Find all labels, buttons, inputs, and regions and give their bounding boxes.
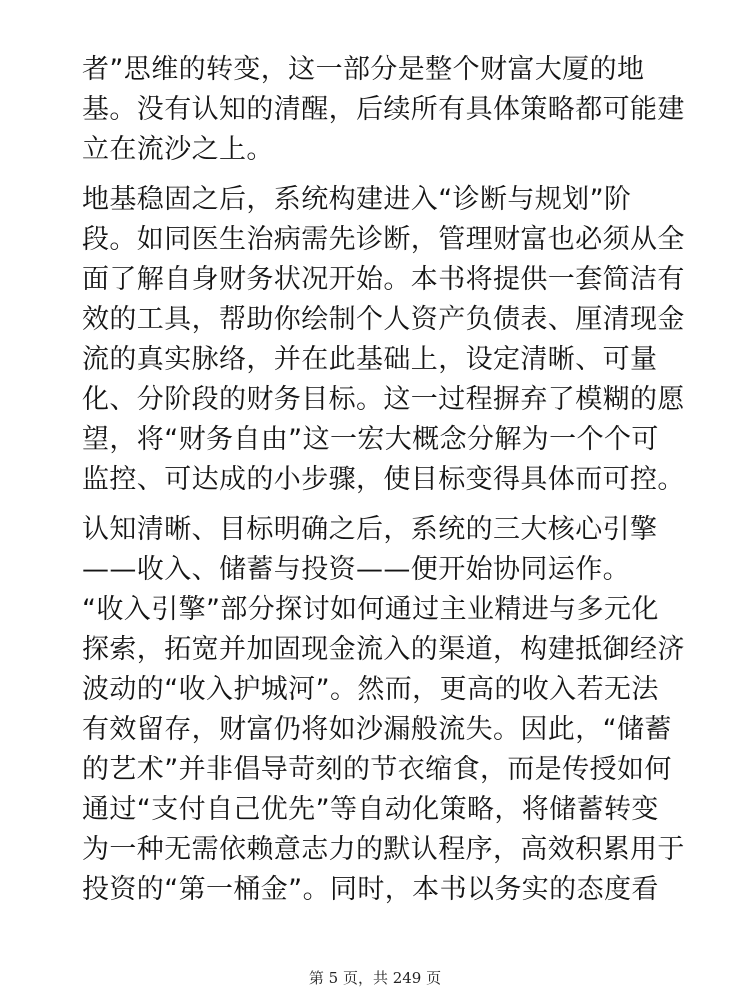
text-line: 化、分阶段的财务目标。这一过程摒弃了模糊的愿 [82, 384, 685, 415]
text-line: 投资的“第一桶金”。同时，本书以务实的态度看 [82, 874, 659, 905]
text-line: 流的真实脉络，并在此基础上，设定清晰、可量 [82, 344, 658, 375]
text-line: 有效留存，财富仍将如沙漏般流失。因此，“储蓄 [82, 714, 672, 745]
text-line: 通过“支付自己优先”等自动化策略，将储蓄转变 [82, 794, 659, 825]
text-line: 为一种无需依赖意志力的默认程序，高效积累用于 [82, 834, 685, 865]
text-line: 立在流沙之上。 [82, 134, 274, 165]
text-line: ——收入、储蓄与投资——便开始协同运作。 [82, 554, 630, 585]
text-line: 面了解自身财务状况开始。本书将提供一套简洁有 [82, 264, 685, 295]
paragraph [82, 590, 685, 910]
text-line: 望，将“财务自由”这一宏大概念分解为一个个可 [82, 424, 659, 455]
text-line: 监控、可达成的小步骤，使目标变得具体而可控。 [82, 464, 685, 495]
page-number-footer: 第 5 页，共 249 页 [308, 969, 442, 987]
text-line: 探索，拓宽并加固现金流入的渠道，构建抵御经济 [82, 634, 685, 665]
text-line: 段。如同医生治病需先诊断，管理财富也必须从全 [82, 224, 685, 255]
paragraph [82, 180, 685, 500]
text-line: 波动的“收入护城河”。然而，更高的收入若无法 [82, 674, 659, 705]
body-text [82, 50, 685, 920]
text-line: 效的工具，帮助你绘制个人资产负债表、厘清现金 [82, 304, 685, 335]
paragraph [82, 510, 682, 590]
text-line: 认知清晰、目标明确之后，系统的三大核心引擎 [82, 514, 658, 545]
paragraph [82, 50, 685, 170]
text-line: “收入引擎”部分探讨如何通过主业精进与多元化 [82, 594, 659, 625]
text-line: 地基稳固之后，系统构建进入“诊断与规划”阶 [82, 184, 632, 215]
text-line: 者”思维的转变，这一部分是整个财富大厦的地 [82, 54, 645, 85]
text-line: 的艺术”并非倡导苛刻的节衣缩食，而是传授如何 [82, 754, 672, 785]
text-line: 基。没有认知的清醒，后续所有具体策略都可能建 [82, 94, 685, 125]
